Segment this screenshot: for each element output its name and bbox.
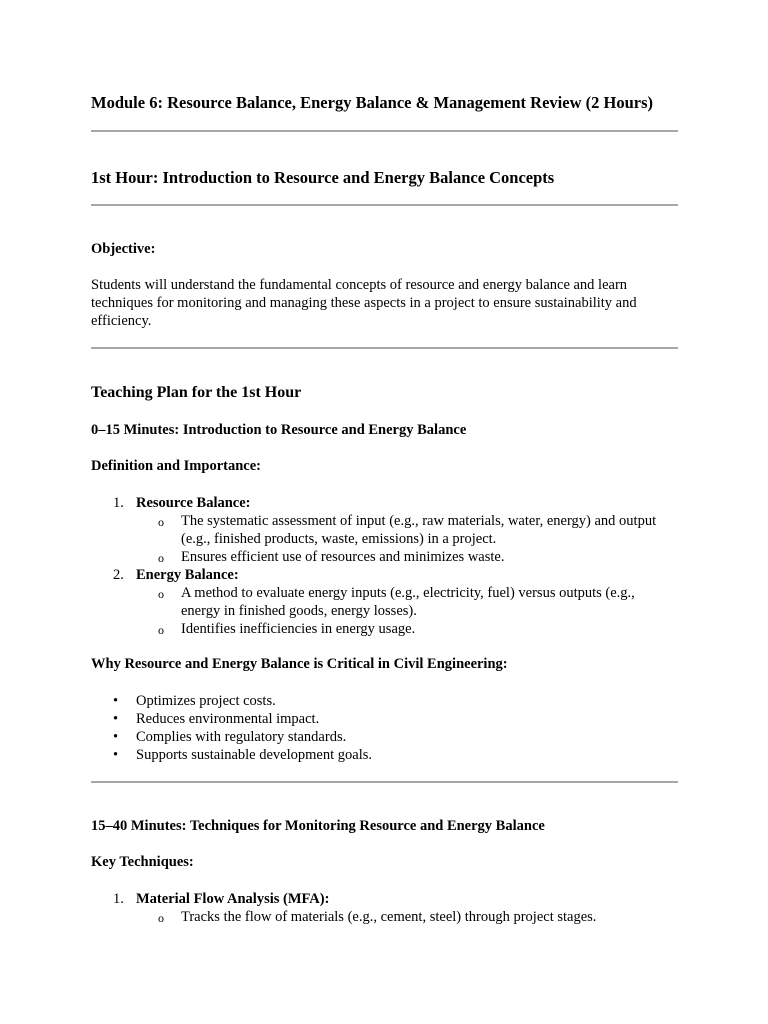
segment-heading: 0–15 Minutes: Introduction to Resource and Energy Balance <box>91 422 467 438</box>
divider <box>91 781 678 783</box>
sub-list-text: The systematic assessment of input (e.g., raw materials, water, energy) and output (e.g., finished products, waste, emissions) in a project. <box>181 513 657 547</box>
sub-list-item <box>91 512 681 548</box>
why-list <box>91 692 681 764</box>
objective-label: Objective: <box>91 241 156 257</box>
techniques-list <box>91 890 681 926</box>
sub-list-item <box>91 584 671 620</box>
hour1-heading: 1st Hour: Introduction to Resource and Energy Balance Concepts <box>91 168 555 187</box>
bullet-marker: • <box>113 747 119 763</box>
divider <box>91 204 678 206</box>
bullet-marker: • <box>113 711 119 727</box>
bullet-marker: • <box>113 729 119 745</box>
list-item <box>91 494 681 512</box>
sub-list-text: Ensures efficient use of resources and minimizes waste. <box>181 549 505 565</box>
bullet-text: Supports sustainable development goals. <box>136 747 372 763</box>
list-number: 1. <box>113 495 124 511</box>
sub-list-text: Identifies inefficiencies in energy usage. <box>181 621 416 637</box>
bullet-text: Reduces environmental impact. <box>136 711 320 727</box>
objective-text: Students will understand the fundamental concepts of resource and energy balance and learn techniques for monitoring and managing these aspects in a project to ensure sustainability and efficiency. <box>91 277 637 329</box>
list-item <box>91 890 681 908</box>
sub-list-item <box>91 908 681 926</box>
why-label: Why Resource and Energy Balance is Critical in Civil Engineering: <box>91 656 508 672</box>
sub-list-item <box>91 620 681 638</box>
bullet-text: Optimizes project costs. <box>136 693 276 709</box>
sub-list-text: Tracks the flow of materials (e.g., cement, steel) through project stages. <box>181 909 597 925</box>
bullet-item <box>91 746 681 764</box>
sub-list-text: A method to evaluate energy inputs (e.g., electricity, fuel) versus outputs (e.g., energy in finished goods, energy losses). <box>181 585 635 619</box>
sub-bullet-marker: o <box>158 515 164 529</box>
bullet-text: Complies with regulatory standards. <box>136 729 347 745</box>
list-item-label: Material Flow Analysis (MFA): <box>136 891 330 907</box>
divider <box>91 130 678 132</box>
definition-label: Definition and Importance: <box>91 458 261 474</box>
sub-bullet-marker: o <box>158 911 164 925</box>
sub-bullet-marker: o <box>158 587 164 601</box>
sub-bullet-marker: o <box>158 623 164 637</box>
definition-list <box>91 494 681 638</box>
list-item <box>91 566 681 584</box>
sub-bullet-marker: o <box>158 551 164 565</box>
sub-list-item <box>91 548 681 566</box>
teaching-plan-heading: Teaching Plan for the 1st Hour <box>91 384 302 401</box>
bullet-marker: • <box>113 693 119 709</box>
segment-heading: 15–40 Minutes: Techniques for Monitoring Resource and Energy Balance <box>91 818 545 834</box>
key-techniques-label: Key Techniques: <box>91 854 194 870</box>
list-item-label: Energy Balance: <box>136 567 239 583</box>
list-number: 1. <box>113 891 124 907</box>
bullet-item <box>91 692 681 710</box>
module-title: Module 6: Resource Balance, Energy Balance & Management Review (2 Hours) <box>91 93 653 112</box>
bullet-item <box>91 710 681 728</box>
list-item-label: Resource Balance: <box>136 495 251 511</box>
list-number: 2. <box>113 567 124 583</box>
divider <box>91 347 678 349</box>
bullet-item <box>91 728 681 746</box>
